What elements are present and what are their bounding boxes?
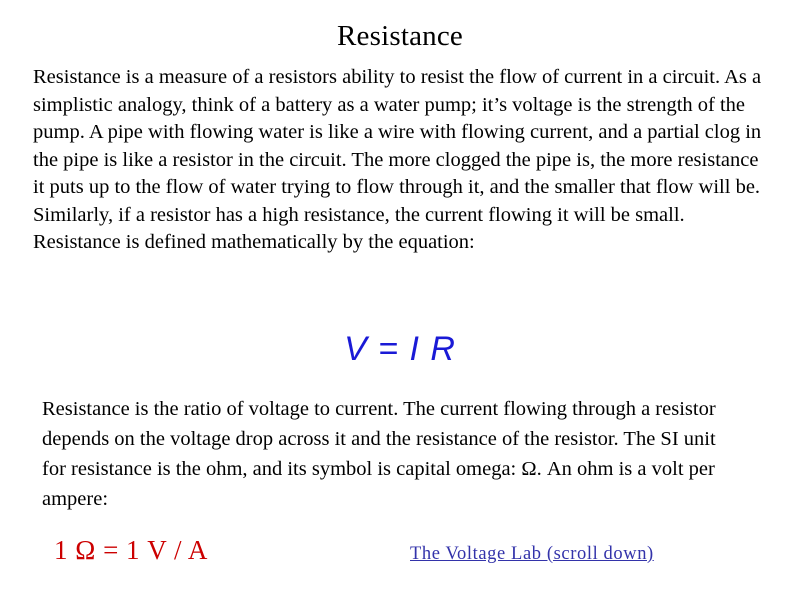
intro-paragraph: Resistance is a measure of a resistors ability to resist the flow of current in a circuit. As a simplistic analogy, think of a battery as a water pump; it’s voltage is the strength of the pump. A pipe with flowing water is like a wire with flowing current, and a partial clog in the pipe is like a resistor in the circuit. The more clogged the pipe is, the more resistance it puts up to the flow of water trying to flow through it, and the smaller that flow will be. Similarly, if a resistor has a high resistance, the current flowing it will be small. Resistance is defined mathematically by the equation: bbox=[33, 66, 762, 253]
page-title: Resistance bbox=[336, 20, 463, 52]
explanation-paragraph: Resistance is the ratio of voltage to current. The current flowing through a resistor depends on the voltage drop across it and the resistance of the resistor. The SI unit for resistance is the ohm, and its symbol is capital omega: Ω. An ohm is a volt per ampere: bbox=[42, 398, 716, 510]
voltage-lab-link[interactable]: The Voltage Lab (scroll down) bbox=[410, 544, 654, 564]
ohms-law-equation: V = I R bbox=[344, 330, 456, 368]
ohm-unit-definition: 1 Ω = 1 V / A bbox=[54, 535, 208, 565]
